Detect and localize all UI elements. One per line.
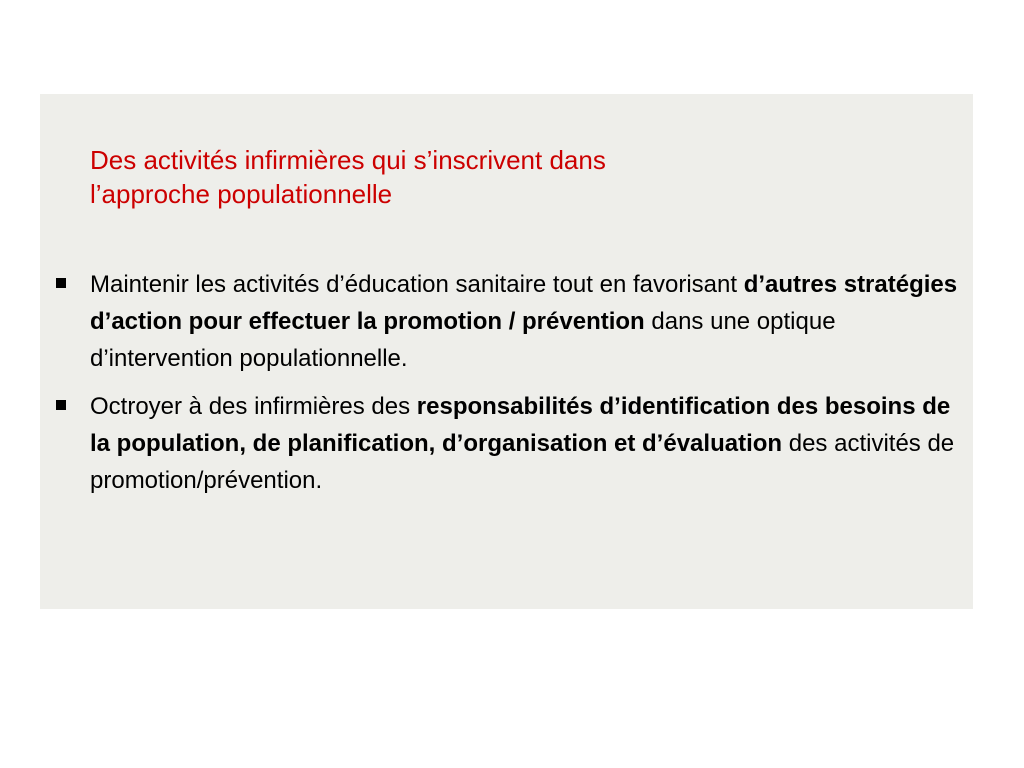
bullet-text: dans une optique d’intervention populationnelle. [90,308,836,372]
slide-title-line-1: Des activités infirmières qui s’inscrivent dans [90,145,606,175]
square-bullet-icon [56,400,66,410]
bullet-item [56,388,966,499]
slide-title-line-2: l’approche populationnelle [90,179,393,209]
bullet-text: Maintenir les activités d’éducation sanitaire tout en favorisant [90,271,744,298]
bullet-bold-text: responsabilités d’identification des besoins de la population, de planification, d’organisation et d’évaluation [90,393,951,457]
slide-title [90,143,890,211]
bullet-list [56,266,966,499]
bullet-item [56,266,966,377]
bullet-text: Octroyer à des infirmières des [90,393,417,420]
bullet-bold-text: d’autres stratégies d’action pour effectuer la promotion / prévention [90,271,958,335]
bullet-text: des activités de promotion/prévention. [90,430,955,494]
square-bullet-icon [56,278,66,288]
